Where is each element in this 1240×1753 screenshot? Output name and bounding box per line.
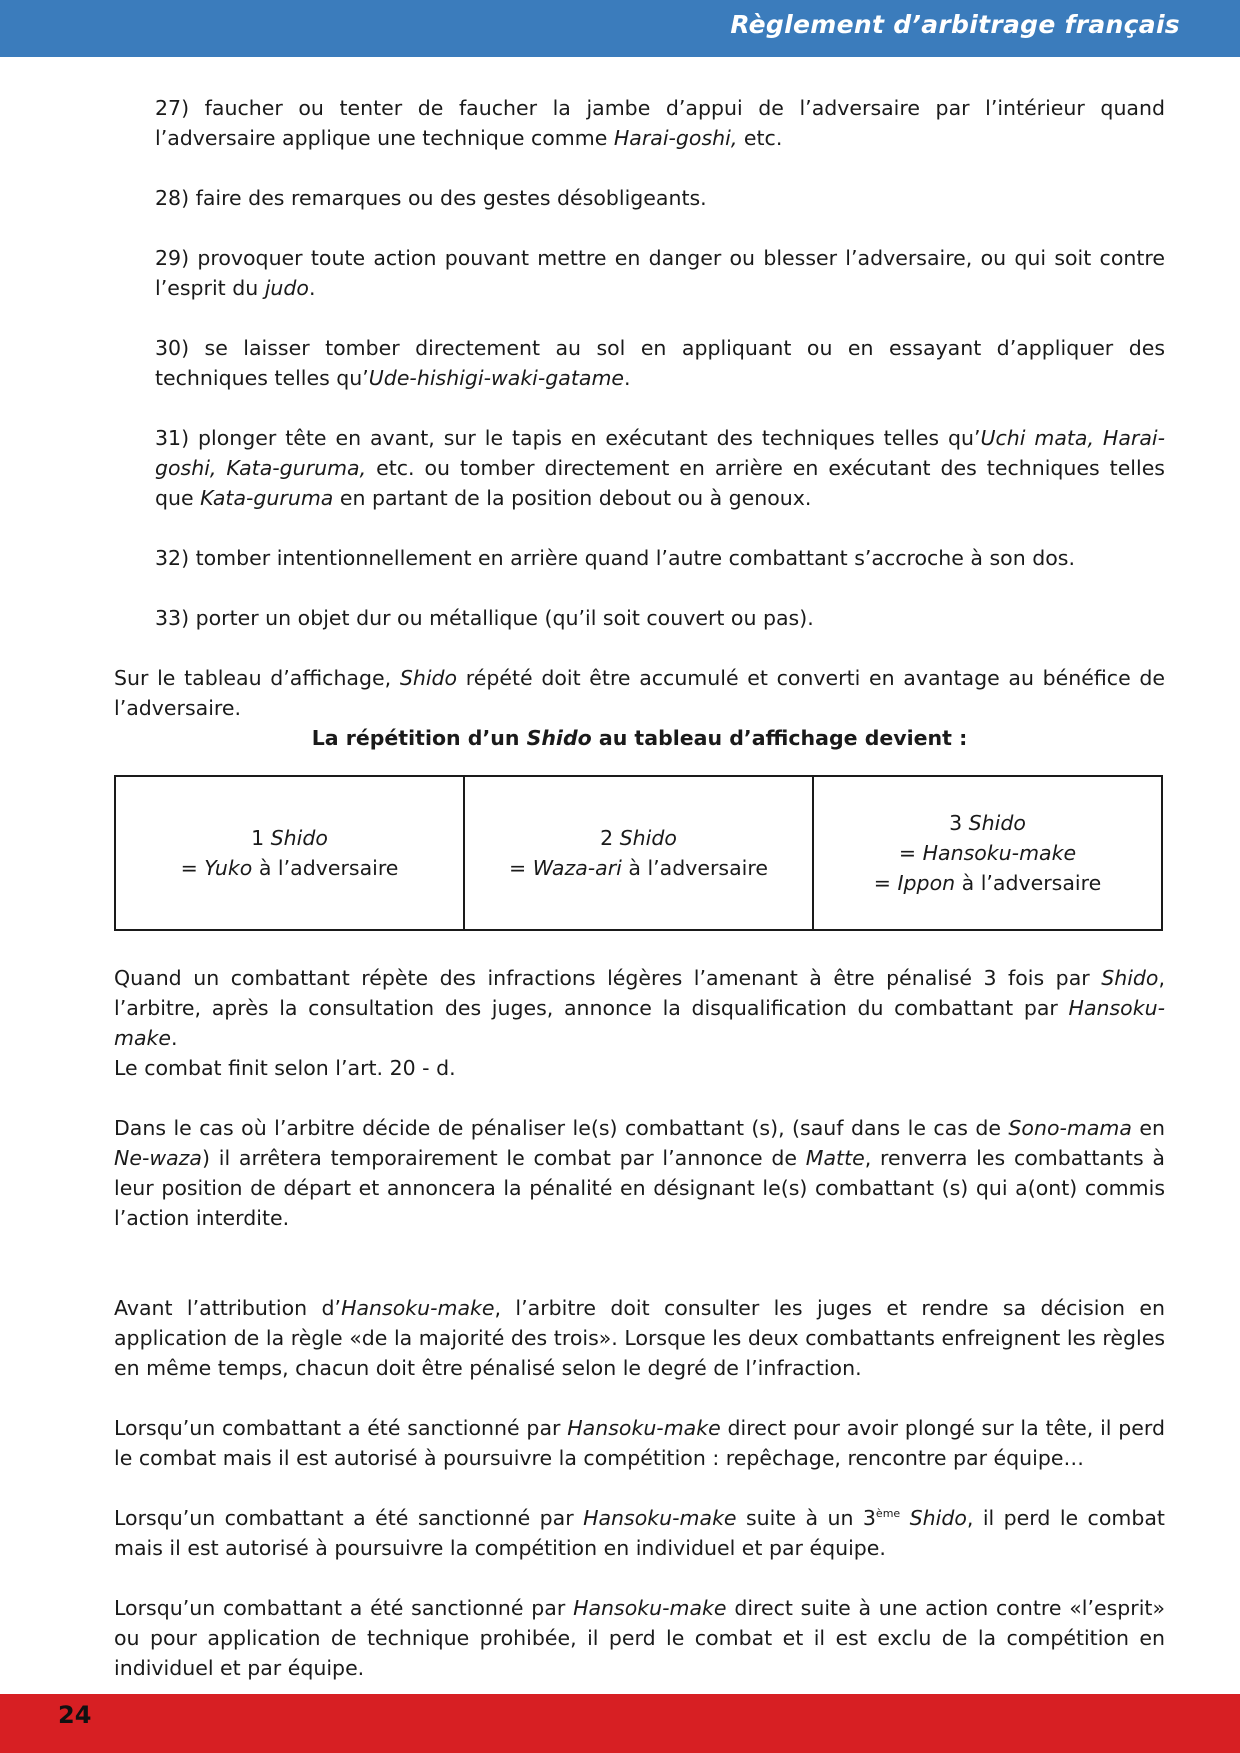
board-paragraph: Sur le tableau d’affichage, Shido répété doit être accumulé et converti en avantage au bénéfice de l’adversaire.	[114, 666, 1165, 720]
prohibited-acts-list	[114, 93, 1165, 633]
page-number: 24	[58, 1701, 92, 1729]
table-cell-1-shido: 1 Shido = Yuko à l’adversaire	[115, 776, 464, 930]
dive-paragraph: Lorsqu’un combattant a été sanctionné par Hansoku-make direct pour avoir plongé sur la tête, il perd le combat mais il est autorisé à poursuivre la compétition : repêchage, rencontre par équipe…	[114, 1416, 1165, 1470]
table-cell-2-shido: 2 Shido = Waza-ari à l’adversaire	[464, 776, 813, 930]
shido-table	[114, 775, 1163, 931]
page-content	[114, 93, 1165, 1683]
list-item: 29) provoquer toute action pouvant mettre en danger ou blesser l’adversaire, ou qui soit contre l’esprit du judo.	[155, 246, 1165, 300]
header-title: Règlement d’arbitrage français	[730, 10, 1180, 39]
list-item: 31) plonger tête en avant, sur le tapis en exécutant des techniques telles qu’Uchi mata, Harai-goshi, Kata-guruma, etc. ou tomber directement en arrière en exécutant des techniques telles que Kata-guruma en partant de la position debout ou à genoux.	[155, 426, 1165, 510]
before-hansoku-paragraph: Avant l’attribution d’Hansoku-make, l’arbitre doit consulter les juges et rendre sa décision en application de la règle «de la majorité des trois». Lorsque les deux combattants enfreignent les règles en même temps, chacun doit être pénalisé selon le degré de l’infraction.	[114, 1296, 1165, 1380]
list-item: 27) faucher ou tenter de faucher la jambe d’appui de l’adversaire par l’intérieur quand l’adversaire applique une technique comme Harai-goshi, etc.	[155, 96, 1165, 150]
list-item: 32) tomber intentionnellement en arrière quand l’autre combattant s’accroche à son dos.	[155, 546, 1075, 570]
footer-bar	[0, 1694, 1240, 1753]
repeat-paragraph-line2: Le combat finit selon l’art. 20 - d.	[114, 1056, 456, 1080]
table-heading: La répétition d’un Shido au tableau d’affichage devient :	[311, 726, 968, 750]
list-item: 30) se laisser tomber directement au sol en appliquant ou en essayant d’appliquer des techniques telles qu’Ude-hishigi-waki-gatame.	[155, 336, 1165, 390]
list-item: 28) faire des remarques ou des gestes désobligeants.	[155, 186, 707, 210]
third-shido-paragraph: Lorsqu’un combattant a été sanctionné par Hansoku-make suite à un 3ème Shido, il perd le combat mais il est autorisé à poursuivre la compétition en individuel et par équipe.	[114, 1506, 1165, 1560]
table-cell-3-shido: 3 Shido = Hansoku-make = Ippon à l’adversaire	[813, 776, 1162, 930]
list-item: 33) porter un objet dur ou métallique (qu’il soit couvert ou pas).	[155, 606, 814, 630]
spirit-paragraph: Lorsqu’un combattant a été sanctionné par Hansoku-make direct suite à une action contre «l’esprit» ou pour application de technique prohibée, il perd le combat et il est exclu de la compétition en individuel et par équipe.	[114, 1596, 1165, 1680]
penalize-paragraph: Dans le cas où l’arbitre décide de pénaliser le(s) combattant (s), (sauf dans le cas de Sono-mama en Ne-waza) il arrêtera temporairement le combat par l’annonce de Matte, renverra les combattants à leur position de départ et annoncera la pénalité en désignant le(s) combattant (s) qui a(ont) commis l’action interdite.	[114, 1116, 1165, 1230]
repeat-paragraph: Quand un combattant répète des infractions légères l’amenant à être pénalisé 3 fois par Shido, l’arbitre, après la consultation des juges, annonce la disqualification du combattant par Hansoku-make.	[114, 966, 1165, 1050]
